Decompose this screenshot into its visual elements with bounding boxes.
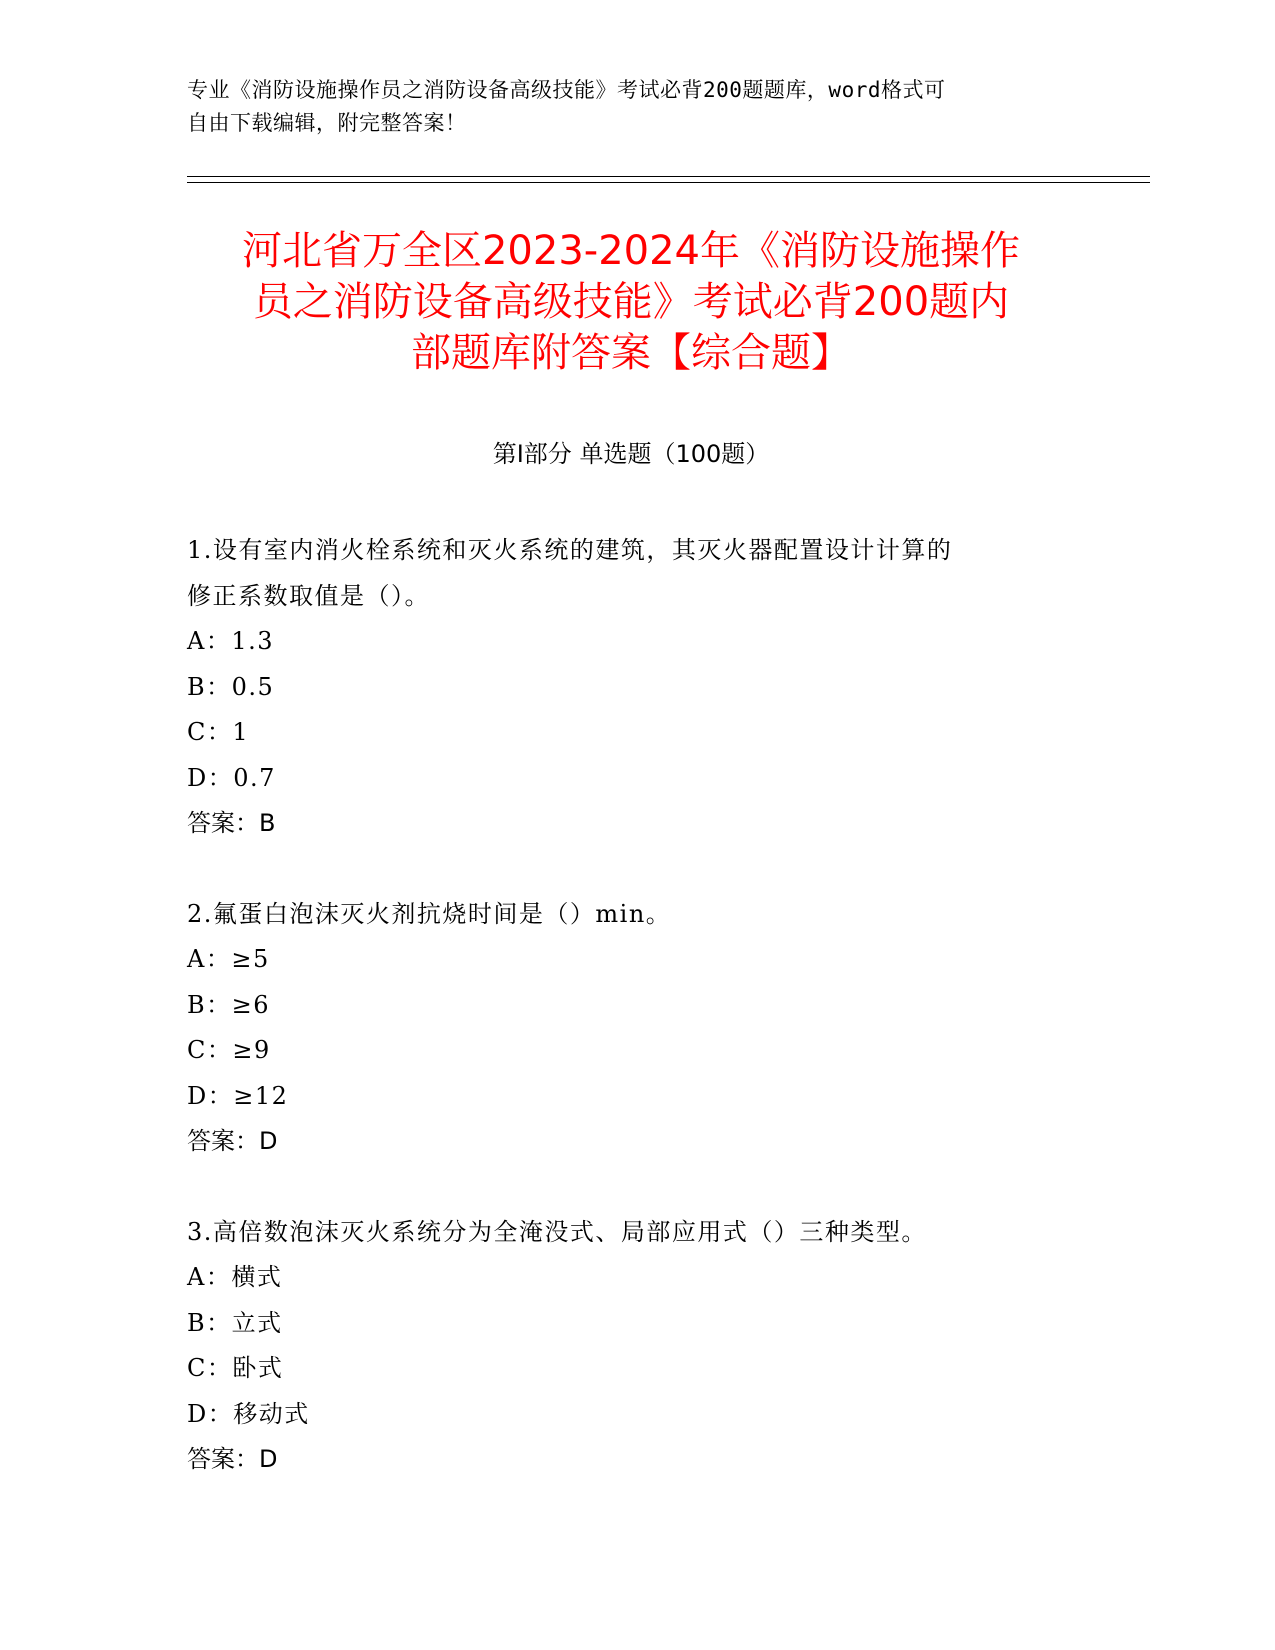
option-c: C：1 (187, 718, 250, 746)
header-divider-bottom (187, 182, 1150, 183)
title-line: 河北省万全区2023-2024年《消防设施操作 (241, 228, 1021, 274)
answer: 答案：D (187, 1445, 278, 1473)
option-a: A：≥5 (187, 945, 270, 973)
header-note-line: 专业《消防设施操作员之消防设备高级技能》考试必背200题题库，word格式可 (187, 78, 946, 102)
question-stem: 2.氟蛋白泡沫灭火剂抗烧时间是（）min。 (187, 899, 672, 928)
question-3 (187, 1210, 1067, 1483)
document-title (187, 226, 1075, 379)
option-b: B：立式 (187, 1308, 283, 1337)
option-d: D：移动式 (187, 1399, 310, 1428)
answer: 答案：D (187, 1127, 278, 1155)
option-d: D：0.7 (187, 763, 276, 792)
answer: 答案：B (187, 809, 276, 837)
question-stem: 修正系数取值是（）。 (187, 581, 430, 610)
question-stem: 3.高倍数泡沫灭火系统分为全淹没式、局部应用式（）三种类型。 (187, 1217, 927, 1246)
title-line: 员之消防设备高级技能》考试必背200题内 (252, 279, 1010, 325)
question-1 (187, 528, 1067, 847)
option-b: B：0.5 (187, 672, 275, 701)
option-c: C：≥9 (187, 1036, 271, 1064)
title-line: 部题库附答案【综合题】 (411, 330, 851, 376)
option-a: A：横式 (187, 1263, 283, 1291)
header-divider-top (187, 176, 1150, 177)
option-b: B：≥6 (187, 990, 271, 1019)
option-d: D：≥12 (187, 1081, 289, 1110)
header-note (187, 74, 1087, 140)
question-list (187, 528, 1067, 1528)
section-heading: 第Ⅰ部分 单选题（100题） (492, 440, 770, 468)
option-c: C：卧式 (187, 1354, 284, 1382)
option-a: A：1.3 (187, 627, 274, 655)
question-2 (187, 892, 1067, 1165)
header-note-line: 自由下载编辑，附完整答案！ (187, 111, 467, 135)
question-stem: 1.设有室内消火栓系统和灭火系统的建筑，其灭火器配置设计计算的 (187, 536, 953, 564)
